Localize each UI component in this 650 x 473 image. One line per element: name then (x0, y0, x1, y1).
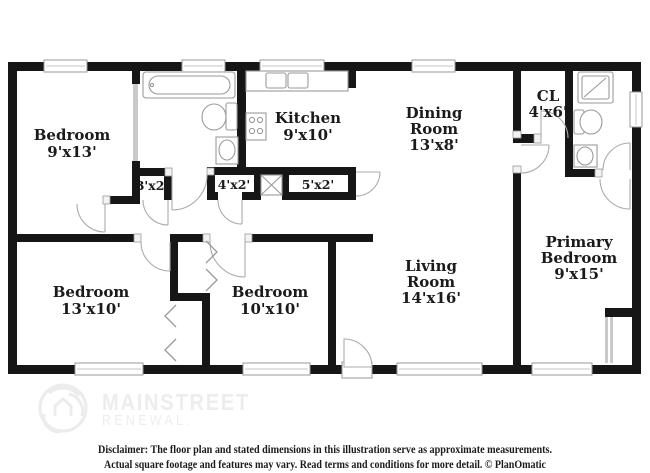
disclaimer-line2: Actual square footage and features may vary. Read terms and conditions for more detail. © PlanOmatic (104, 457, 547, 471)
door-bedroom-top-left (77, 204, 105, 232)
room-dims-cl: 4'x6' (528, 103, 568, 121)
room-label-primary-2: Bedroom (540, 249, 618, 267)
room-label-cl: CL (536, 87, 560, 105)
kitchen-counter-sink (246, 71, 348, 91)
room-label-dining-2: Room (409, 120, 459, 138)
room-dims-kitchen: 9'x10' (283, 126, 333, 144)
room-label-primary-1: Primary (545, 233, 613, 251)
room-label-living-2: Room (406, 273, 456, 291)
door-bedroom-bottom-left (141, 242, 170, 271)
room-dims-bedroom-bottom-left: 13'x10' (61, 300, 121, 318)
door-bathroom2 (603, 143, 630, 170)
watermark (40, 385, 250, 432)
mainstreet-renewal-logo-icon (40, 385, 86, 432)
door-closet-4x2 (218, 200, 242, 224)
appliance-space (261, 175, 282, 195)
room-dims-dining: 13'x8' (409, 136, 459, 154)
closet-label-5x2: 5'x2' (301, 177, 335, 192)
room-dims-living: 14'x16' (401, 289, 461, 307)
door-bedroom-bottom-mid (210, 242, 245, 277)
toilet-2 (574, 110, 602, 134)
room-label-living-1: Living (404, 257, 458, 275)
watermark-brand-line2: RENEWAL. (102, 412, 193, 429)
door-closet-5x2 (356, 172, 380, 196)
room-dims-bedroom-bottom-mid: 10'x10' (240, 300, 300, 318)
room-label-kitchen: Kitchen (274, 109, 342, 127)
room-label-bedroom-bottom-left: Bedroom (52, 283, 130, 301)
watermark-brand-line1: MAINSTREET (102, 389, 250, 415)
closet-label-3x2: 3'x2' (135, 178, 169, 193)
sink-vanity-2 (574, 145, 597, 167)
room-dims-bedroom-top-left: 9'x13' (47, 143, 97, 161)
toilet (202, 103, 237, 130)
room-label-bedroom-bottom-mid: Bedroom (231, 283, 309, 301)
range-stove (246, 113, 266, 140)
door-hall-dining (521, 145, 549, 173)
door-closet-3x2 (143, 200, 168, 225)
front-door (342, 339, 372, 378)
pocket-door (133, 84, 138, 161)
room-dims-primary: 9'x15' (554, 265, 604, 283)
room-label-bedroom-top-left: Bedroom (33, 126, 111, 144)
disclaimer-line1: Disclaimer: The floor plan and stated dimensions in this illustration serve as approximate measurements. (98, 442, 552, 456)
shower (578, 72, 613, 103)
disclaimer (98, 442, 552, 471)
room-label-dining-1: Dining (405, 104, 463, 122)
door-bathroom (172, 175, 207, 210)
sliding-closet-door (605, 317, 613, 363)
closet-label-4x2: 4'x2' (217, 177, 251, 192)
door-primary-bedroom (600, 179, 630, 209)
sink-vanity (216, 137, 238, 164)
bathtub (143, 72, 235, 98)
